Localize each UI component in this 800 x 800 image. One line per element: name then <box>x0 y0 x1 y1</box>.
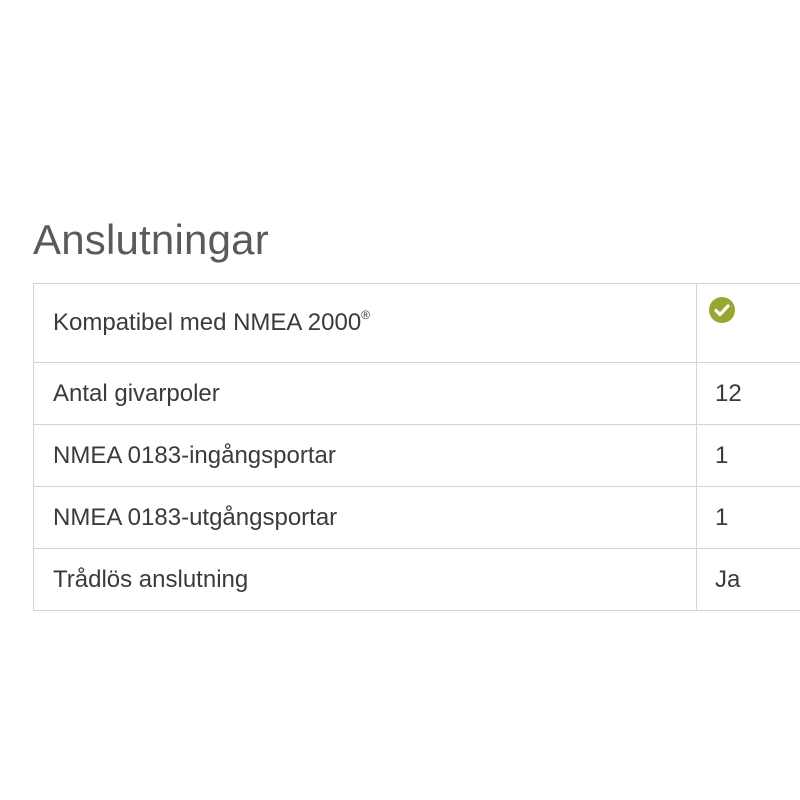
table-row <box>34 425 800 487</box>
table-row <box>34 487 800 549</box>
row-label <box>34 284 697 363</box>
table-row <box>34 284 800 363</box>
row-label: Trådlös anslutning <box>34 549 697 611</box>
row-value: 1 <box>697 425 800 487</box>
table-row <box>34 549 800 611</box>
section-title: Anslutningar <box>33 216 269 263</box>
registered-mark: ® <box>361 308 371 322</box>
row-label-text: Kompatibel med NMEA 2000 <box>53 309 362 336</box>
row-value: 12 <box>697 363 800 425</box>
row-value: 1 <box>697 487 800 549</box>
row-value: Ja <box>697 549 800 611</box>
row-label: Antal givarpoler <box>34 363 697 425</box>
spec-table <box>33 283 800 611</box>
row-label: NMEA 0183-ingångsportar <box>34 425 697 487</box>
row-label: NMEA 0183-utgångsportar <box>34 487 697 549</box>
table-row <box>34 363 800 425</box>
row-value <box>697 284 800 363</box>
check-circle-icon <box>708 296 736 324</box>
